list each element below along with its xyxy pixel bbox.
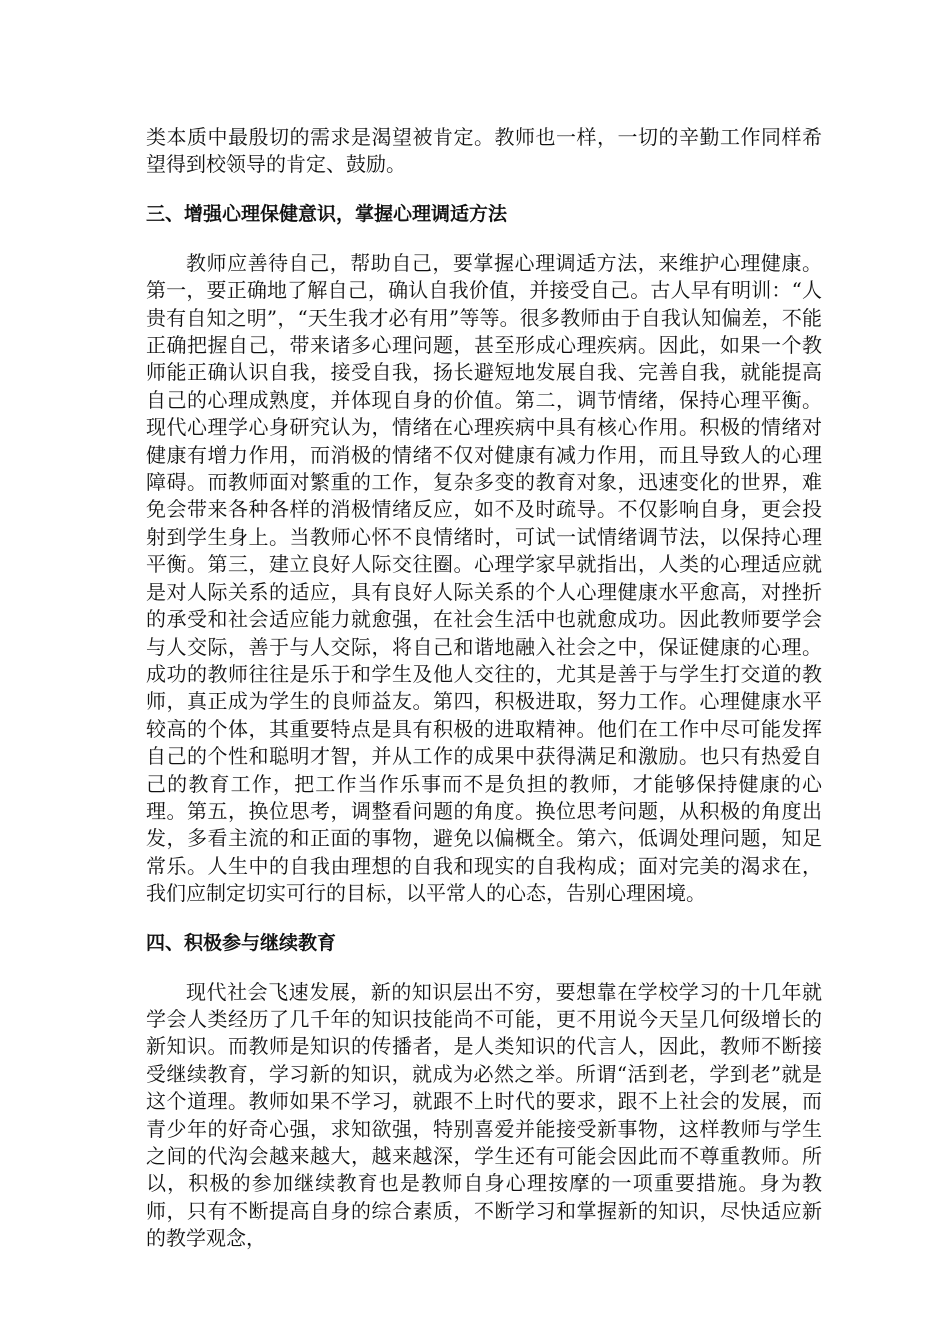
section-3-paragraph: 教师应善待自己，帮助自己，要掌握心理调适方法，来维护心理健康。第一，要正确地了解自己，确认自我价值，并接受自己。古人早有明训：“人贵有自知之明”，“天生我才必有用”等等。很多教师由于自我认知偏差，不能正确把握自己，带来诸多心理问题，甚至形成心理疾病。因此，如果一个教师能正确认识自我，接受自我，扬长避短地发展自我、完善自我，就能提高自己的心理成熟度，并体现自身的价值。第二，调节情绪，保持心理平衡。现代心理学心身研究认为，情绪在心理疾病中具有核心作用。积极的情绪对健康有增力作用，而消极的情绪不仅对健康有减力作用，而且导致人的心理障碍。而教师面对繁重的工作，复杂多变的教育对象，迅速变化的世界，难免会带来各种各样的消极情绪反应，如不及时疏导。不仅影响自身，更会投射到学生身上。当教师心怀不良情绪时，可试一试情绪调节法，以保持心理平衡。第三，建立良好人际交往圈。心理学家早就指出，人类的心理适应就是对人际关系的适应，具有良好人际关系的个人心理健康水平愈高，对挫折的承受和社会适应能力就愈强，在社会生活中也就愈成功。因此教师要学会与人交际，善于与人交际，将自己和谐地融入社会之中，保证健康的心理。成功的教师往往是乐于和学生及他人交往的，尤其是善于与学生打交道的教师，真正成为学生的良师益友。第四，积极进取，努力工作。心理健康水平较高的个体，其重要特点是具有积极的进取精神。他们在工作中尽可能发挥自己的个性和聪明才智，并从工作的成果中获得满足和激励。也只有热爱自己的教育工作，把工作当作乐事而不是负担的教师，才能够保持健康的心理。第五，换位思考，调整看问题的角度。换位思考问题，从积极的角度出发，多看主流的和正面的事物，避免以偏概全。第六，低调处理问题，知足常乐。人生中的自我由理想的自我和现实的自我构成；面对完美的渴求在，我们应制定切实可行的目标，以平常人的心态，告别心理困境。 bbox=[146, 250, 822, 906]
document-page bbox=[146, 124, 822, 1253]
section-4-heading: 四、积极参与继续教育 bbox=[146, 931, 337, 954]
section-4-paragraph: 现代社会飞速发展，新的知识层出不穷，要想靠在学校学习的十几年就学会人类经历了几千年的知识技能尚不可能，更不用说今天呈几何级增长的新知识。而教师是知识的传播者，是人类知识的代言人，因此，教师不断接受继续教育，学习新的知识，就成为必然之举。所谓“活到老，学到老”就是这个道理。教师如果不学习，就跟不上时代的要求，跟不上社会的发展，而青少年的好奇心强，求知欲强，特别喜爱并能接受新事物，这样教师与学生之间的代沟会越来越大，越来越深，学生还有可能会因此而不尊重教师。所以，积极的参加继续教育也是教师自身心理按摩的一项重要措施。身为教师，只有不断提高自身的综合素质，不断学习和掌握新的知识，尽快适应新的教学观念， bbox=[146, 979, 822, 1251]
intro-continuation-paragraph: 类本质中最殷切的需求是渴望被肯定。教师也一样，一切的辛勤工作同样希望得到校领导的肯定、鼓励。 bbox=[146, 125, 822, 177]
section-3-heading: 三、增强心理保健意识，掌握心理调适方法 bbox=[146, 202, 508, 225]
